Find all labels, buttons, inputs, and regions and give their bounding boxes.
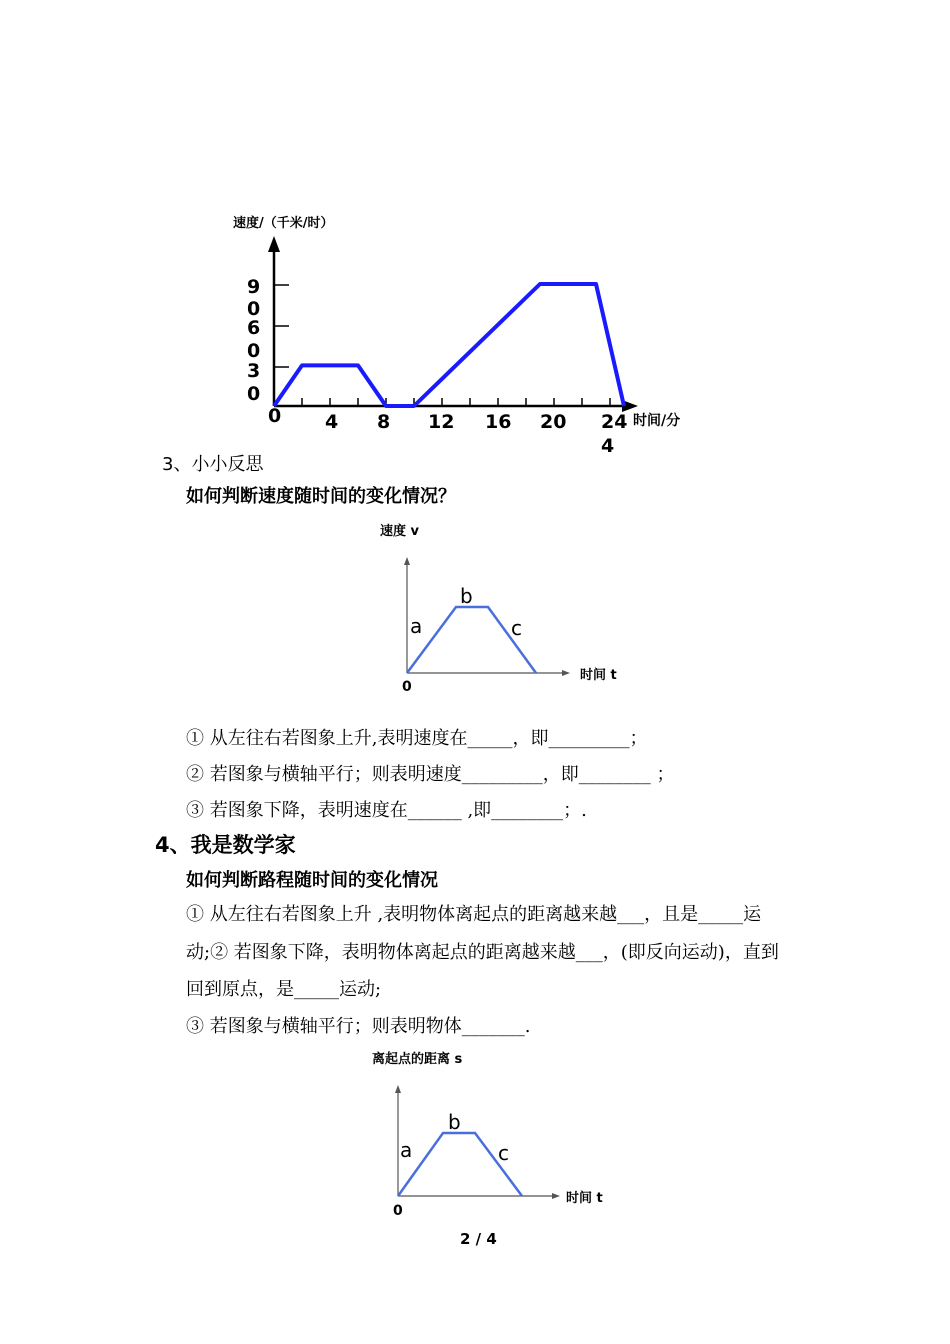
chart1-xlabel: 时间/分 <box>633 413 681 429</box>
chart1-gridticks <box>274 285 610 406</box>
chart2-origin: 0 <box>402 679 412 695</box>
chart1-ylabel: 速度/（千米/时） <box>233 216 334 231</box>
chart2-label-c: c <box>511 616 522 640</box>
chart1-y-tick-label: 0 <box>247 298 261 320</box>
section3-heading: 3、小小反思 <box>162 454 264 475</box>
section3-question: 如何判断速度随时间的变化情况？ <box>186 486 456 507</box>
chart3-origin: 0 <box>393 1203 403 1218</box>
chart3-label-c: c <box>498 1141 509 1165</box>
chart1-x-tick-label: 8 <box>377 411 391 433</box>
chart1-x-tick-label: 20 <box>540 411 567 433</box>
section4-para-line-4: ③ 若图象与横轴平行；则表明物体_______. <box>186 1016 531 1037</box>
section3-item-2: ② 若图象与横轴平行；则表明速度_________，即________ ； <box>186 764 675 785</box>
chart1-extra-tick: 4 <box>601 435 615 457</box>
chart2-xlabel: 时间 t <box>580 668 617 683</box>
section4-para-line-2: 动;② 若图象下降，表明物体离起点的距离越来越___，(即反向运动)，直到 <box>186 942 779 963</box>
speed-time-chart <box>0 0 950 470</box>
chart1-y-tick-label: 9 <box>247 276 261 298</box>
chart2-x-arrow <box>562 670 570 676</box>
chart3-xlabel: 时间 t <box>566 1191 603 1206</box>
chart1-y-tick-labels <box>247 276 260 405</box>
chart1-origin-label: 0 <box>268 405 282 427</box>
chart1-y-tick-label: 0 <box>247 340 261 362</box>
chart1-y-tick-label: 3 <box>247 360 261 382</box>
distance-diagram <box>360 1043 640 1218</box>
chart2-label-a: a <box>410 614 423 638</box>
chart3-label-a: a <box>400 1138 413 1162</box>
section4-heading: 4、我是数学家 <box>155 833 296 857</box>
chart3-x-arrow <box>552 1193 560 1199</box>
chart1-y-tick-label: 0 <box>247 383 261 405</box>
chart3-label-b: b <box>448 1110 461 1134</box>
chart1-x-tick-label: 12 <box>428 411 455 433</box>
speed-diagram <box>370 515 640 705</box>
chart2-label-b: b <box>460 584 473 608</box>
section3-item-3: ③ 若图象下降，表明速度在______ ,即________；. <box>186 800 587 821</box>
chart3-y-arrow <box>395 1085 401 1093</box>
chart3-ylabel: 离起点的距离 s <box>372 1052 463 1067</box>
chart1-y-axis <box>268 236 280 406</box>
section4-para-line-3: 回到原点，是_____运动; <box>186 979 382 1000</box>
chart1-x-tick-label: 4 <box>325 411 339 433</box>
page-number: 2 / 4 <box>460 1230 497 1248</box>
section3-item-1: ① 从左往右若图象上升,表明速度在_____，即_________； <box>186 728 648 749</box>
chart1-y-tick-label: 6 <box>247 317 261 339</box>
chart1-x-tick-labels <box>325 411 627 433</box>
chart1-speed-line <box>274 284 624 406</box>
chart2-y-arrow <box>404 557 410 565</box>
chart1-x-tick-label: 16 <box>485 411 512 433</box>
chart2-ylabel: 速度 v <box>380 524 420 539</box>
section4-para-line-1: ① 从左往右若图象上升 ,表明物体离起点的距离越来越___，且是_____运 <box>186 904 762 925</box>
chart1-x-tick-label: 24 <box>601 411 628 433</box>
section4-question: 如何判断路程随时间的变化情况 <box>186 870 438 891</box>
